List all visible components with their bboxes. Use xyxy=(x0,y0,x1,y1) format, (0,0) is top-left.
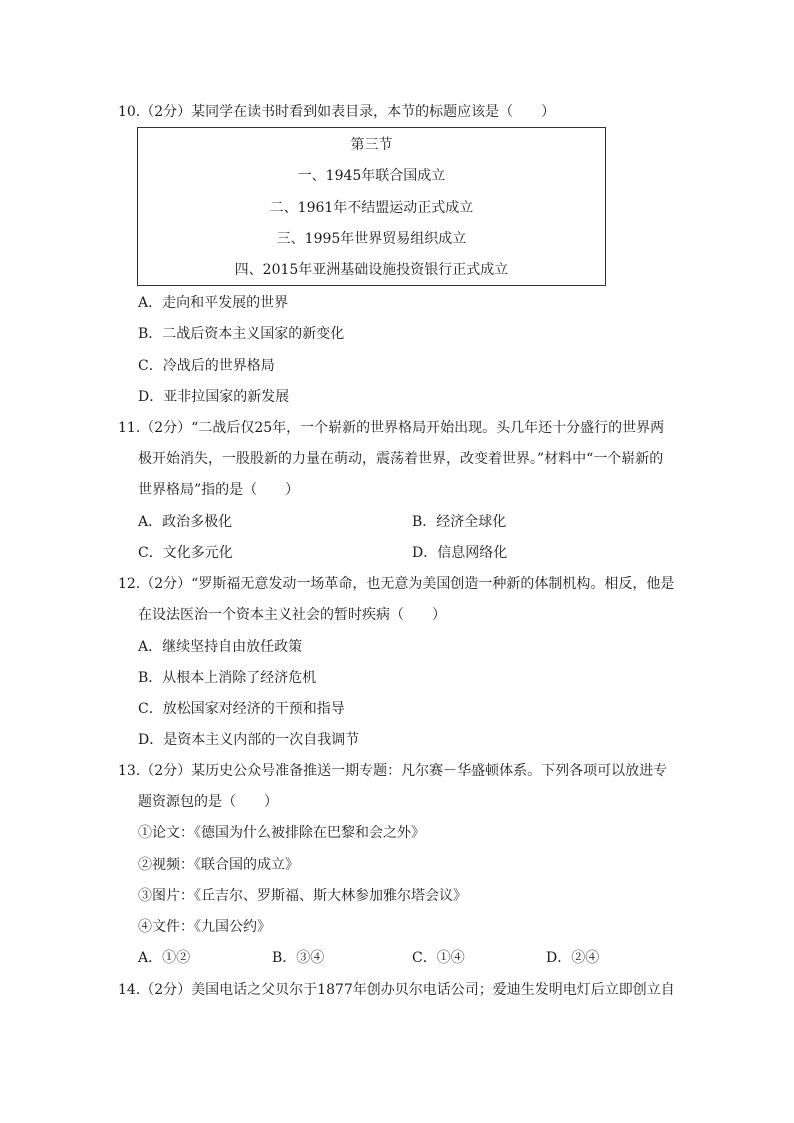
question-12-stem-line-1: 12.（2分）“罗斯福无意发动一场革命，也无意为美国创造一种新的体制机构。相反，他是 xyxy=(118,576,675,592)
question-10-option-c: C．冷战后的世界格局 xyxy=(138,358,275,374)
question-13-item-3: ③图片：《丘吉尔、罗斯福、斯大林参加雅尔塔会议》 xyxy=(138,888,467,904)
question-11-option-a: A．政治多极化 xyxy=(138,514,233,530)
question-11-option-c: C．文化多元化 xyxy=(138,545,233,561)
question-10-option-b: B．二战后资本主义国家的新变化 xyxy=(138,326,345,342)
question-13-item-2: ②视频：《联合国的成立》 xyxy=(138,857,299,873)
question-11-stem-line-2: 极开始消失，一股股新的力量在萌动，震荡着世界，改变着世界。”材料中“一个崭新的 xyxy=(138,451,664,467)
question-13-item-4: ④文件：《九国公约》 xyxy=(138,919,271,935)
question-14-stem-line-1: 14.（2分）美国电话之父贝尔于1877年创办贝尔电话公司；爱迪生发明电灯后立即创立自 xyxy=(118,982,675,998)
toc-item-4: 四、2015年亚洲基础设施投资银行正式成立 xyxy=(234,262,509,278)
question-12-option-d: D．是资本主义内部的一次自我调节 xyxy=(138,732,360,748)
question-13-stem-line-2: 题资源包的是（ ） xyxy=(138,794,278,810)
toc-item-3: 三、1995年世界贸易组织成立 xyxy=(276,231,467,247)
toc-heading: 第三节 xyxy=(350,137,393,153)
question-12-stem-line-2: 在设法医治一个资本主义社会的暂时疾病（ ） xyxy=(138,607,446,623)
question-13-option-b: B．③④ xyxy=(272,950,325,966)
question-10-option-d: D．亚非拉国家的新发展 xyxy=(138,389,290,405)
question-12-option-b: B．从根本上消除了经济危机 xyxy=(138,670,317,686)
question-12-option-c: C．放松国家对经济的干预和指导 xyxy=(138,701,345,717)
toc-item-2: 二、1961年不结盟运动正式成立 xyxy=(269,200,474,216)
table-of-contents-box xyxy=(137,127,606,286)
question-13-option-a: A．①② xyxy=(138,950,191,966)
question-11-stem-line-3: 世界格局”指的是（ ） xyxy=(138,482,300,498)
question-13-stem-line-1: 13.（2分）某历史公众号准备推送一期专题：凡尔赛－华盛顿体系。下列各项可以放进专 xyxy=(118,763,668,779)
question-12-option-a: A．继续坚持自由放任政策 xyxy=(138,639,303,655)
question-11-stem-line-1: 11.（2分）“二战后仅25年，一个崭新的世界格局开始出现。头几年还十分盛行的世界两 xyxy=(118,420,665,436)
toc-item-1: 一、1945年联合国成立 xyxy=(297,168,446,184)
question-11-option-b: B．经济全球化 xyxy=(412,514,507,530)
question-10-option-a: A．走向和平发展的世界 xyxy=(138,295,289,311)
question-10-stem: 10.（2分）某同学在读书时看到如表目录，本节的标题应该是（ ） xyxy=(118,104,556,120)
question-11-option-d: D．信息网络化 xyxy=(412,545,508,561)
question-13-option-c: C．①④ xyxy=(412,950,465,966)
question-13-option-d: D．②④ xyxy=(546,950,600,966)
question-13-item-1: ①论文：《德国为什么被排除在巴黎和会之外》 xyxy=(138,825,425,841)
